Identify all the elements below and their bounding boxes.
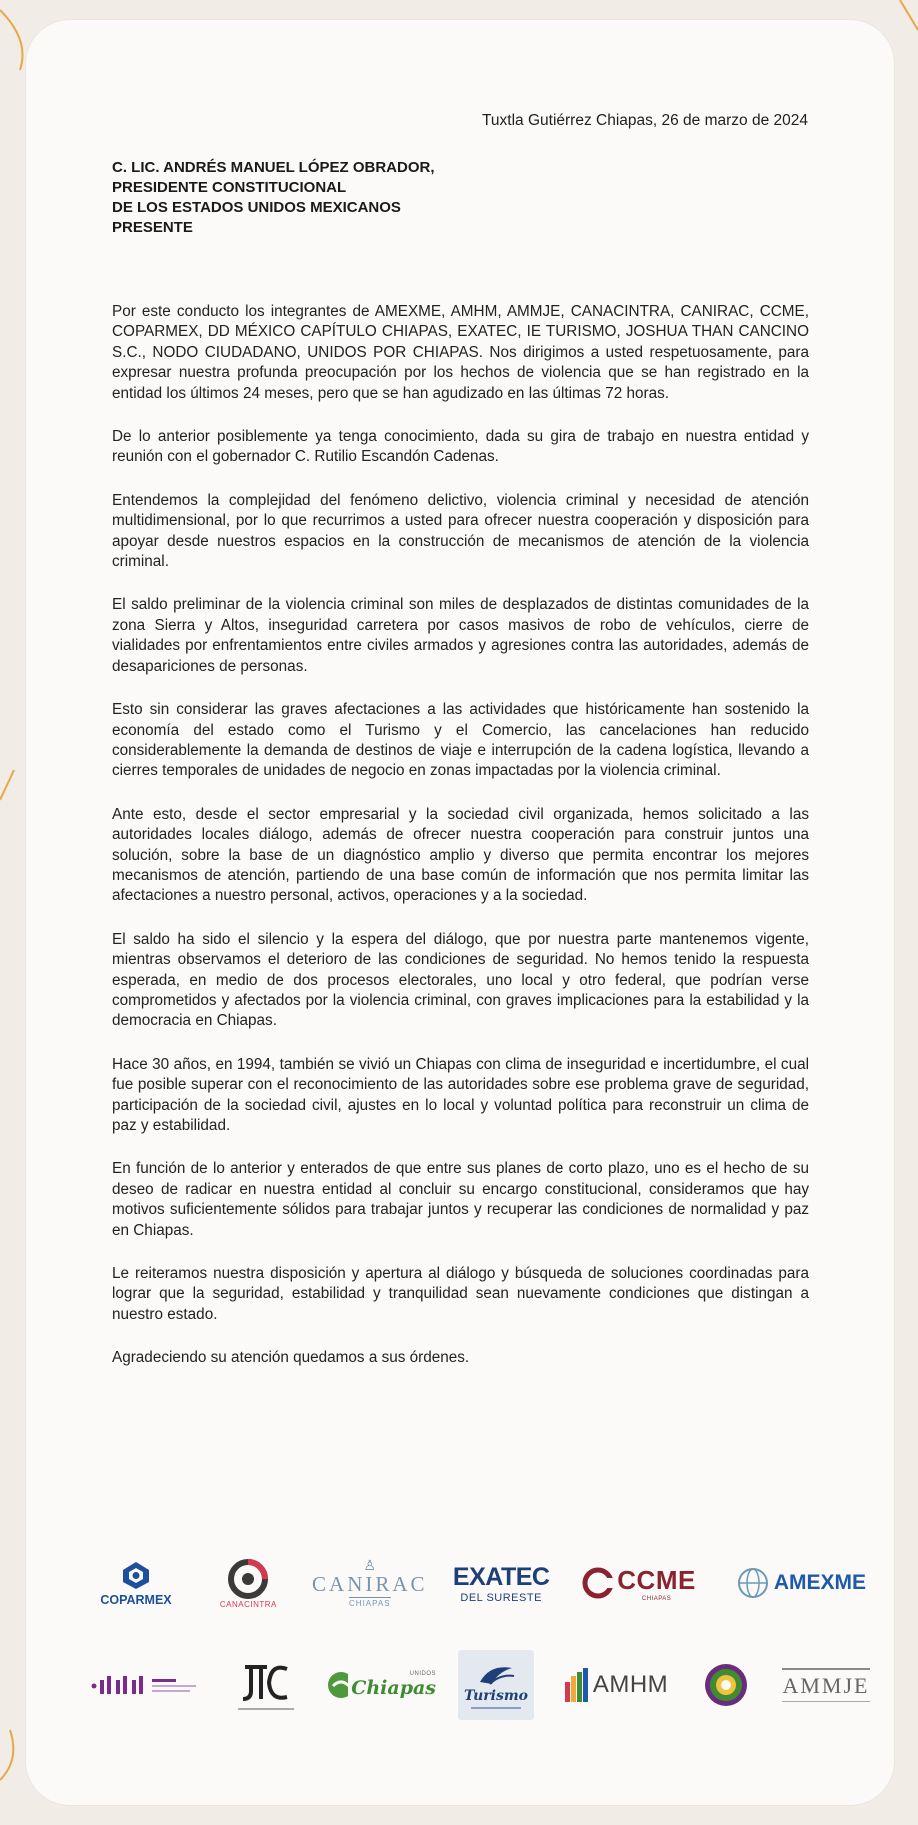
turismo-emblem-icon	[476, 1662, 516, 1688]
coparmex-logo	[86, 1560, 186, 1607]
paragraph: Entendemos la complejidad del fenómeno delictivo, violencia criminal y necesidad de atención multidimensional, por lo que recurrimos a usted para ofrecer nuestra cooperación y disposición para apoyar desde nuestros espacios en la construcción de mecanismos de atención de la violencia criminal.	[112, 491, 809, 571]
unidos-label: UNIDOS	[409, 1671, 436, 1677]
exatec-wordmark: EXATEC	[452, 1562, 550, 1591]
closing-line: Agradeciendo su atención quedamos a sus órdenes.	[112, 1349, 470, 1367]
canacintra-logo	[208, 1558, 288, 1609]
addressee-line: DE LOS ESTADOS UNIDOS MEXICANOS	[112, 199, 401, 216]
canacintra-emblem-icon	[227, 1558, 269, 1600]
paragraph: Por este conducto los integrantes de AMEXME, AMHM, AMMJE, CANACINTRA, CANIRAC, CCME, COPARMEX, DD MÉXICO CAPÍTULO CHIAPAS, EXATEC, IE TURISMO, JOSHUA THAN CANCINO S.C., NODO CIUDADANO, UNIDOS POR CHIAPAS. Nos dirigimos a usted respetuosamente, para expresar nuestra profunda preocupación por los hechos de violencia que se han registrado en la entidad los últimos 24 meses, pero que se han agudizado en las últimas 72 horas.	[112, 303, 809, 402]
ccme-subtitle: CHIAPAS	[641, 1595, 672, 1602]
unidos-por-chiapas-logo	[326, 1668, 436, 1702]
canirac-logo	[311, 1558, 429, 1608]
paragraph: Hace 30 años, en 1994, también se vivió un Chiapas con clima de inseguridad e incertidumbre, el cual fue posible superar con el reconocimiento de las autoridades sobre ese problema grave de seguridad, participación de la sociedad civil, ajustes en lo local y voluntad política para reconstruir un clima de paz y estabilidad.	[112, 1055, 809, 1134]
exatec-logo	[451, 1563, 551, 1604]
paragraph: Esto sin considerar las graves afectaciones a las actividades que históricamente han sostenido la economía del estado como el Turismo y el Comercio, las cancelaciones han reducido considerablemente la demanda de destinos de viaje e interrupción de la cadena logística, llevando a cierres temporales de unidades de negocio en zonas impactadas por la violencia criminal.	[112, 701, 809, 780]
canirac-wordmark: CANIRAC	[312, 1572, 428, 1596]
ccme-emblem-icon	[581, 1566, 615, 1600]
amhm-bars-icon	[564, 1668, 590, 1702]
turismo-wordmark: Turismo	[463, 1687, 529, 1704]
exatec-subtitle: DEL SURESTE	[460, 1591, 542, 1604]
jtc-monogram-icon	[241, 1661, 291, 1705]
dd-mexico-emblem-icon	[90, 1672, 148, 1698]
joshua-than-cancino-logo	[226, 1661, 306, 1710]
ammje-wordmark: AMMJE	[782, 1673, 870, 1698]
amhm-wordmark: AMHM	[592, 1671, 669, 1698]
nodo-ciudadano-logo	[696, 1661, 756, 1709]
amexme-wordmark: AMEXME	[773, 1571, 867, 1594]
coparmex-wordmark: COPARMEX	[100, 1592, 172, 1607]
amexme-logo	[726, 1566, 876, 1600]
paragraph: El saldo ha sido el silencio y la espera del diálogo, que por nuestra parte mantenemos vigente, mientras observamos el deterioro de las condiciones de seguridad. No hemos tenido la respuesta esperada, en medio de dos procesos electorales, uno local y otro federal, que podrían verse comprometidos y afectados por la violencia criminal, con graves implicaciones para la estabilidad y la democracia en Chiapas.	[112, 930, 809, 1030]
ccme-wordmark: CCME	[617, 1564, 696, 1595]
addressee-line: PRESIDENTE CONSTITUCIONAL	[112, 179, 347, 196]
logos-row-1	[86, 1548, 876, 1618]
paragraph: En función de lo anterior y enterados de que entre sus planes de corto plazo, uno es el hecho de su deseo de radicar en nuestra entidad al concluir su encargo constitucional, consideramos que hay motivos suficientemente sólidos para trabajar juntos y recuperar las condiciones de normalidad y paz en Chiapas.	[112, 1160, 809, 1239]
addressee-block	[112, 158, 812, 238]
nodo-ciudadano-emblem-icon	[702, 1661, 750, 1709]
ccme-logo	[574, 1565, 704, 1602]
addressee-line: PRESENTE	[112, 219, 193, 236]
ammje-logo	[776, 1668, 876, 1702]
date-line: Tuxtla Gutiérrez Chiapas, 26 de marzo de 2024	[482, 112, 808, 129]
paragraph: De lo anterior posiblemente ya tenga conocimiento, dada su gira de trabajo en nuestra entidad y reunión con el gobernador C. Rutilio Escandón Cadenas.	[112, 428, 809, 466]
paragraph: El saldo preliminar de la violencia criminal son miles de desplazados de distintas comunidades de la zona Sierra y Altos, inseguridad carretera por casos masivos de robo de vehículos, cierre de vialidades por enfrentamientos entre civiles armados y agresiones contra las autoridades, además de desapariciones de personas.	[112, 596, 809, 675]
dd-mexico-logo	[86, 1672, 206, 1698]
logos-row-2	[86, 1645, 876, 1725]
chiapas-wordmark: Chiapas	[351, 1677, 436, 1699]
paragraph: Le reiteramos nuestra disposición y apertura al diálogo y búsqueda de soluciones coordinadas para lograr que la seguridad, estabilidad y tranquilidad sean nuevamente condiciones que distingan a nuestro estado.	[112, 1265, 809, 1323]
canirac-subtitle: CHIAPAS	[349, 1599, 391, 1608]
ie-turismo-logo	[456, 1650, 536, 1720]
unidos-handshake-icon	[326, 1668, 348, 1702]
addressee-line: C. LIC. ANDRÉS MANUEL LÓPEZ OBRADOR,	[112, 159, 435, 176]
amhm-logo	[556, 1668, 676, 1702]
coparmex-emblem-icon	[119, 1560, 153, 1590]
letter-body	[112, 302, 809, 1392]
amexme-globe-icon	[736, 1566, 770, 1600]
canacintra-wordmark: CANACINTRA	[219, 1599, 277, 1609]
paragraph: Ante esto, desde el sector empresarial y la sociedad civil organizada, hemos solicitado a las autoridades locales diálogo, además de ofrecer nuestra cooperación para construir juntos una solución, sobre la base de un diagnóstico amplio y diverso que permita encontrar los mejores mecanismos de atención, partiendo de una base común de información que nos permita limitar las afectaciones a nuestro personal, activos, operaciones y a la sociedad.	[112, 805, 809, 905]
canirac-chef-icon: ♙	[363, 1557, 377, 1573]
